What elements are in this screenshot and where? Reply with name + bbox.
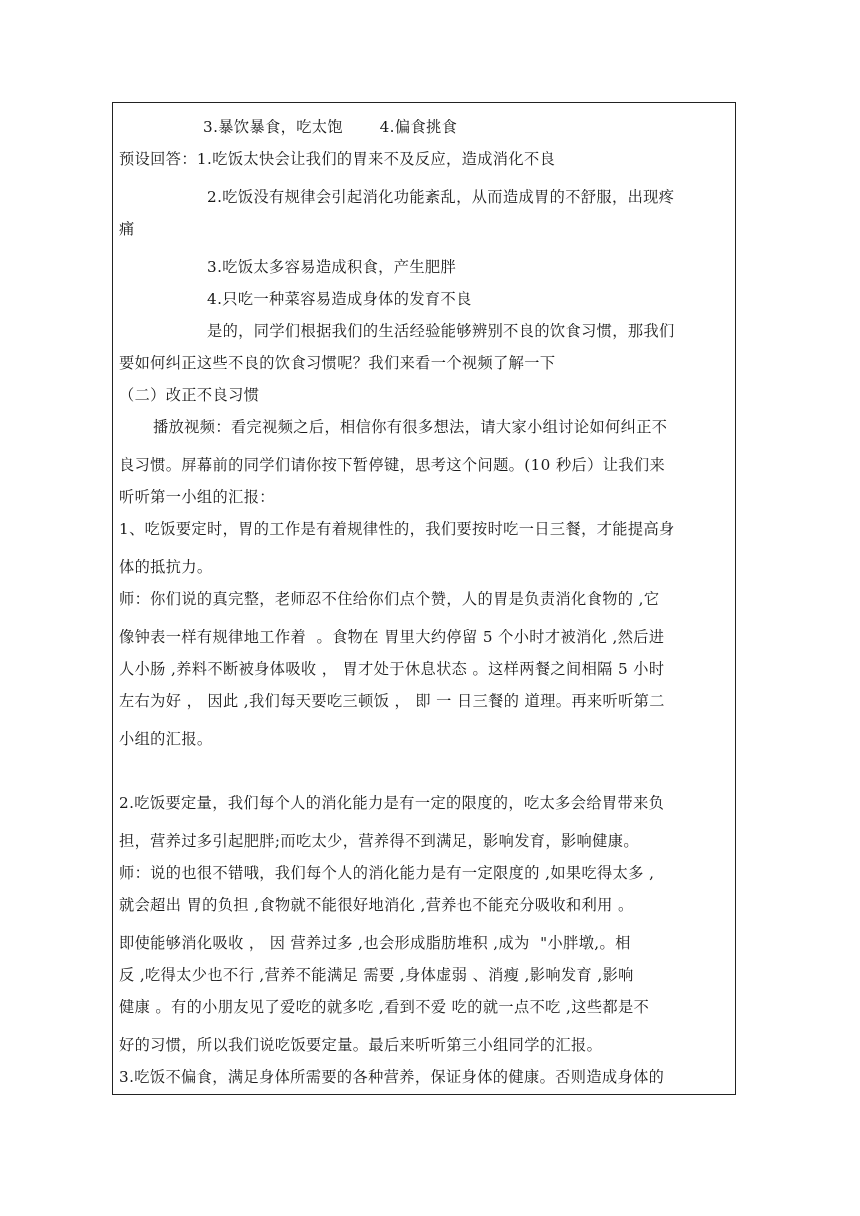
- text-line: 好的习惯，所以我们说吃饭要定量。最后来听听第三小组同学的汇报。: [119, 1036, 603, 1054]
- text-line: 是的，同学们根据我们的生活经验能够辨别不良的饮食习惯，那我们: [207, 322, 675, 340]
- text-line: 3.吃饭不偏食，满足身体所需要的各种营养，保证身体的健康。否则造成身体的: [119, 1068, 665, 1086]
- text-line: 4.只吃一种菜容易造成身体的发育不良: [207, 290, 472, 308]
- text-line: 要如何纠正这些不良的饮食习惯呢？我们来看一个视频了解一下: [119, 354, 556, 372]
- text-line: 人小肠 ,养料不断被身体吸收 ， 胃才处于休息状态 。这样两餐之间相隔 5 小时: [119, 660, 665, 678]
- text-line: 痛: [119, 220, 135, 238]
- text-line: 良习惯。屏幕前的同学们请你按下暂停键，思考这个问题。(10 秒后）让我们来: [119, 456, 666, 474]
- text-line: 小组的汇报。: [119, 730, 213, 748]
- document-body: [119, 111, 731, 1093]
- text-line: 就会超出 胃的负担 ,食物就不能很好地消化 ,营养也不能充分吸收和利用 。: [119, 896, 634, 914]
- document-table-cell: [112, 102, 736, 1095]
- blank-line: [119, 755, 731, 787]
- text-line: 健康 。有的小朋友见了爱吃的就多吃 ,看到不爱 吃的就一点不吃 ,这些都是不: [119, 998, 650, 1016]
- text-line: 播放视频：看完视频之后，相信你有很多想法，请大家小组讨论如何纠正不: [153, 418, 668, 436]
- text-line: 预设回答：1.吃饭太快会让我们的胃来不及反应，造成消化不良: [119, 150, 556, 168]
- text-line: 左右为好 ， 因此 ,我们每天要吃三顿饭 ， 即 一 日三餐的 道理。再来听听第二: [119, 692, 665, 710]
- text-line: 担，营养过多引起肥胖;而吃太少，营养得不到满足，影响发育，影响健康。: [119, 832, 639, 850]
- text-line: 即使能够消化吸收 ， 因 营养过多 ,也会形成脂肪堆积 ,成为 "小胖墩,。相: [119, 934, 631, 952]
- text-line: 师：你们说的真完整，老师忍不住给你们点个赞，人的胃是负责消化食物的 ,它: [119, 590, 660, 608]
- text-line: 2.吃饭没有规律会引起消化功能紊乱，从而造成胃的不舒服，出现疼: [207, 188, 675, 206]
- text-line: 体的抵抗力。: [119, 558, 213, 576]
- text-line: 像钟表一样有规律地工作着 。食物在 胃里大约停留 5 个小时才被消化 ,然后进: [119, 628, 665, 646]
- text-line: 3.吃饭太多容易造成积食，产生肥胖: [207, 258, 457, 276]
- text-line: 1、吃饭要定时，胃的工作是有着规律性的，我们要按时吃一日三餐，才能提高身: [119, 520, 675, 538]
- text-line: 听听第一小组的汇报：: [119, 488, 275, 506]
- text-line: 反 ,吃得太少也不行 ,营养不能满足 需要 ,身体虚弱 、消瘦 ,影响发育 ,影响: [119, 966, 634, 984]
- section-heading: （二）改正不良习惯: [119, 386, 260, 404]
- text-line: 师：说的也很不错哦，我们每个人的消化能力是有一定限度的 ,如果吃得太多 ,: [119, 864, 655, 882]
- text-line: 3.暴饮暴食，吃太饱 4.偏食挑食: [203, 118, 458, 136]
- text-line: 2.吃饭要定量，我们每个人的消化能力是有一定的限度的，吃太多会给胃带来负: [119, 794, 665, 812]
